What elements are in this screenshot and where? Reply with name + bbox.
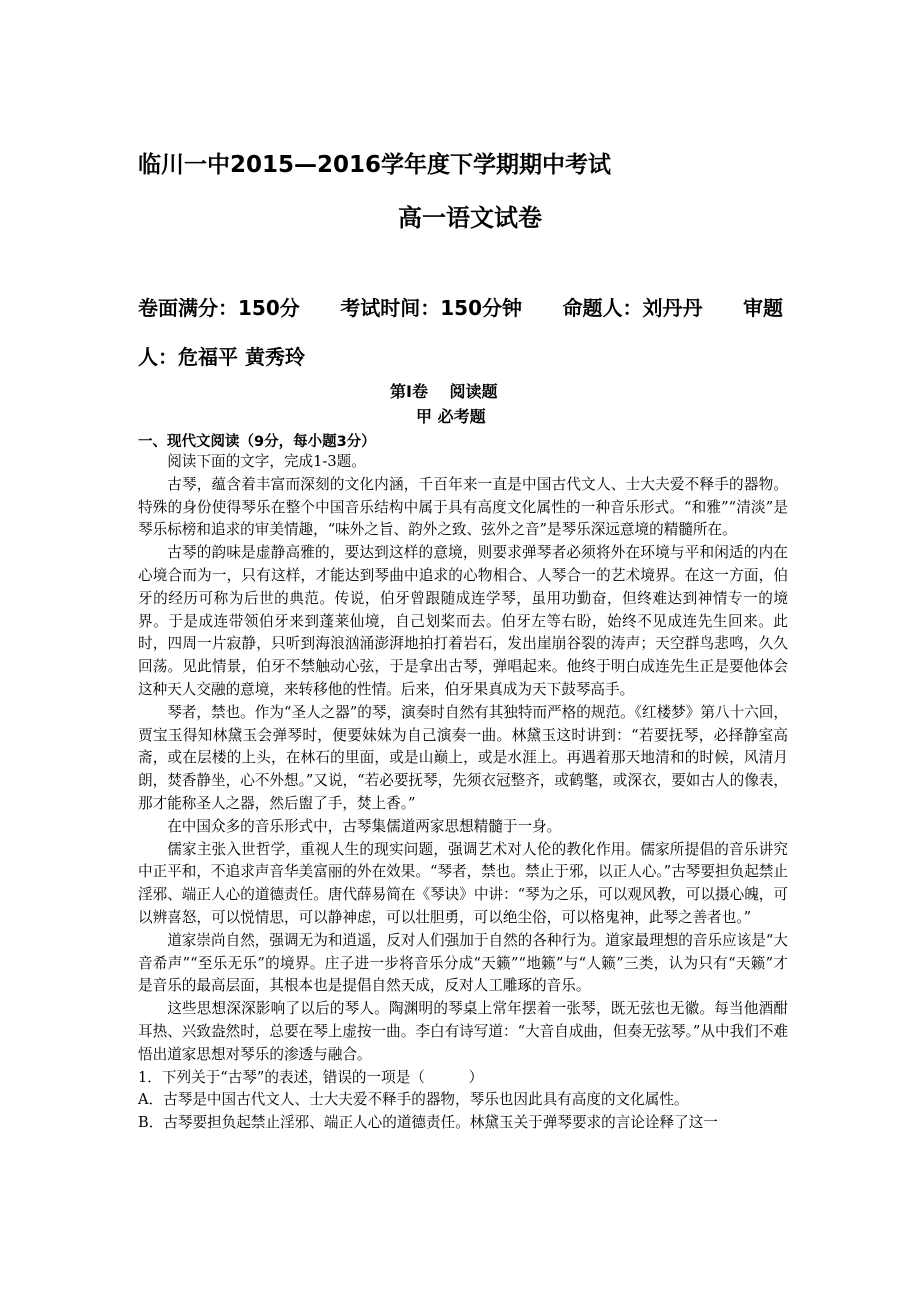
passage-paragraph: 古琴的韵味是虚静高雅的，要达到这样的意境，则要求弹琴者必须将外在环境与平和闲适的内在心境合而为一，只有这样，才能达到琴曲中追求的心物相合、人琴合一的艺术境界。在这一方面，伯牙的经历可称为后世的典范。传说，伯牙曾跟随成连学琴，虽用功勤奋，但终难达到神情专一的境界。于是成连带领伯牙来到蓬莱仙境，自己划桨而去。伯牙左等右盼，始终不见成连先生回来。此时，四周一片寂静，只听到海浪汹涌澎湃地拍打着岩石，发出崖崩谷裂的涛声；天空群鸟悲鸣，久久回荡。见此情景，伯牙不禁触动心弦，于是拿出古琴，弹唱起来。他终于明白成连先生正是要他体会这种天人交融的意境，来转移他的性情。后来，伯牙果真成为天下鼓琴高手。 — [138, 544, 788, 698]
passage-paragraph: 古琴，蕴含着丰富而深刻的文化内涵，千百年来一直是中国古代文人、士大夫爱不释手的器物。特殊的身份使得琴乐在整个中国音乐结构中属于具有高度文化属性的一种音乐形式。“和雅”“清淡”是琴乐标榜和追求的审美情趣，“味外之旨、韵外之致、弦外之音”是琴乐深远意境的精髓所在。 — [138, 475, 788, 539]
passage-paragraph: 琴者，禁也。作为“圣人之器”的琴，演奏时自然有其独特而严格的规范。《红楼梦》第八十六回，贾宝玉得知林黛玉会弹琴时，便要妹妹为自己演奏一曲。林黛玉这时讲到：“若要抚琴，必择静室高斋，或在层楼的上头，在林石的里面，或是山巅上，或是水涯上。再遇着那天地清和的时候，风清月朗，焚香静坐，心不外想。”又说，“若必要抚琴，先须衣冠整齐，或鹤氅，或深衣，要如古人的像表，那才能称圣人之器，然后盥了手，焚上香。” — [138, 703, 788, 812]
exam-meta-line-1 — [138, 292, 783, 321]
reviewer-label: 审题 — [743, 296, 783, 320]
passage-paragraph: 儒家主张入世哲学，重视人生的现实问题，强调艺术对人伦的教化作用。儒家所提倡的音乐讲究中正平和，不追求声音华美富丽的外在效果。“琴者，禁也。禁止于邪，以正人心。”古琴要担负起禁止淫邪、端正人心的道德责任。唐代薛易简在《琴诀》中讲：“琴为之乐，可以观风教，可以摄心魄，可以辨喜怒，可以悦情思，可以静神虑，可以壮胆勇，可以绝尘俗，可以格鬼神，此琴之善者也。” — [138, 840, 788, 926]
section-heading: 第Ⅰ卷 阅读题 — [390, 382, 498, 401]
passage-paragraph: 在中国众多的音乐形式中，古琴集儒道两家思想精髓于一身。 — [167, 817, 562, 835]
exam-meta-line-2: 人：危福平 黄秀玲 — [138, 345, 305, 369]
passage-paragraph: 道家崇尚自然，强调无为和逍遥，反对人们强加于自然的各种行为。道家最理想的音乐应该是“大音希声”“至乐无乐”的境界。庄子进一步将音乐分成“天籁”“地籁”与“人籁”三类，认为只有“天籁”才是音乐的最高层面，其根本也是提倡自然天成，反对人工雕琢的音乐。 — [138, 931, 788, 995]
passage-paragraph: 阅读下面的文字，完成1-3题。 — [167, 453, 366, 470]
question-stem: 1．下列关于“古琴”的表述，错误的一项是（ ） — [138, 1068, 484, 1086]
exam-duration: 考试时间：150分钟 — [340, 296, 522, 320]
passage-paragraph: 这些思想深深影响了以后的琴人。陶渊明的琴桌上常年摆着一张琴，既无弦也无徽。每当他酒酣耳热、兴致盎然时，总要在琴上虚按一曲。李白有诗写道：“大音自成曲，但奏无弦琴。”从中我们不难悟出道家思想对琴乐的渗透与融合。 — [138, 1000, 788, 1063]
question-option-b: B．古琴要担负起禁止淫邪、端正人心的道德责任。林黛玉关于弹琴要求的言论诠释了这一 — [138, 1114, 718, 1132]
reading-passage — [138, 451, 788, 1135]
section-subheading: 甲 必考题 — [416, 407, 486, 426]
part-heading: 一、现代文阅读（9分，每小题3分） — [138, 434, 376, 450]
question-setter: 命题人：刘丹丹 — [562, 296, 703, 320]
exam-title: 临川一中2015—2016学年度下学期期中考试 — [138, 152, 612, 178]
exam-subtitle: 高一语文试卷 — [398, 204, 542, 232]
question-option-a: A．古琴是中国古代文人、士大夫爱不释手的器物，琴乐也因此具有高度的文化属性。 — [138, 1091, 689, 1109]
full-score: 卷面满分：150分 — [138, 296, 300, 320]
